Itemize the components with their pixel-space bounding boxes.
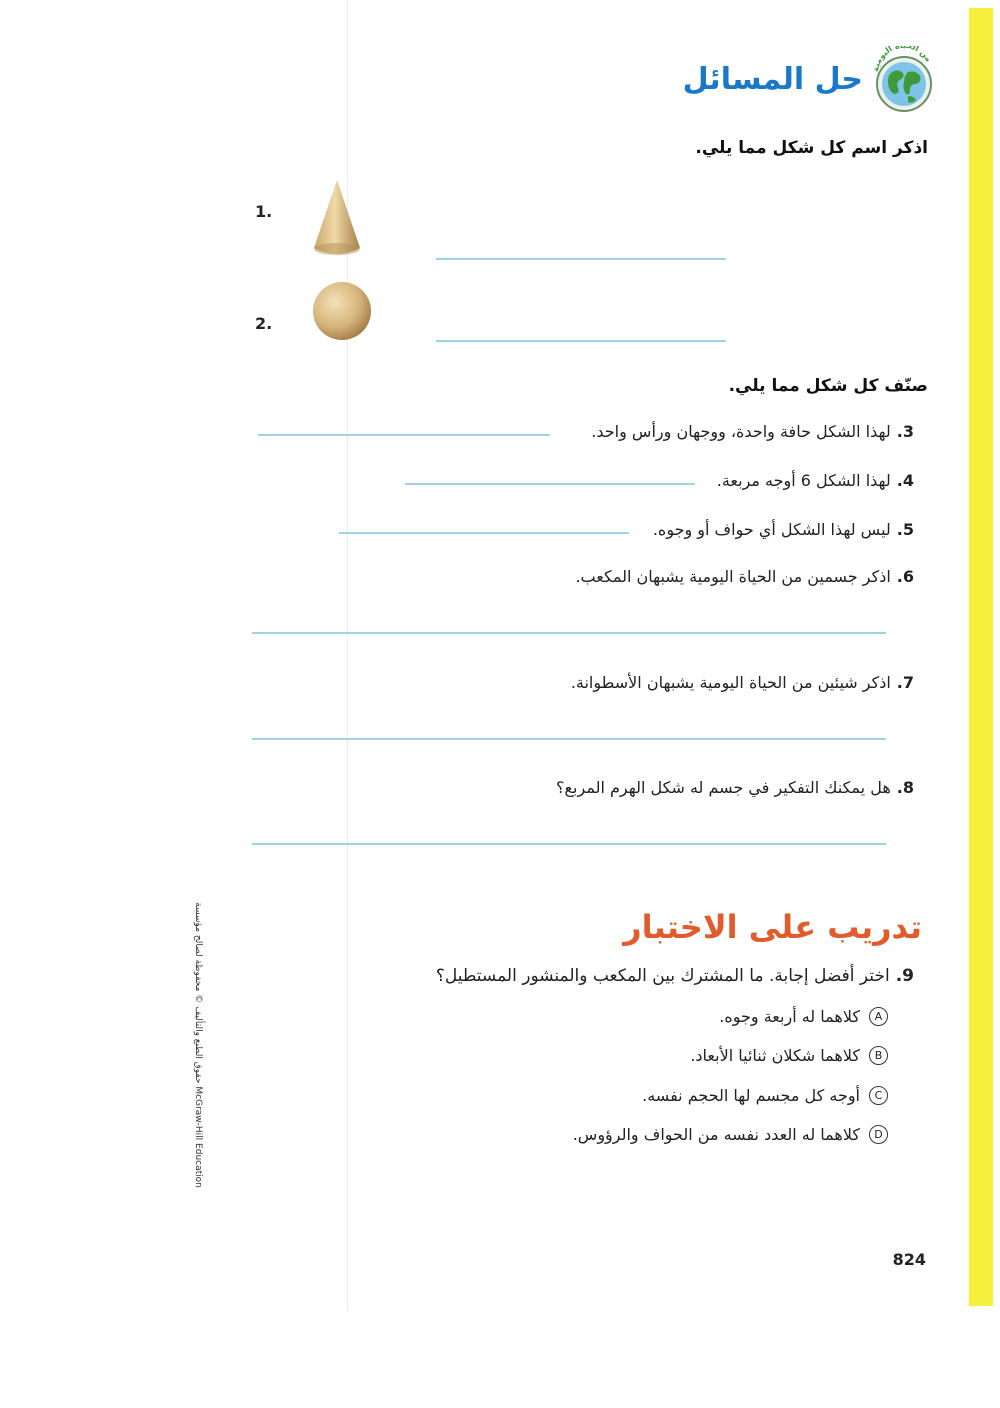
question-text: هل يمكنك التفكير في جسم له شكل الهرم المربع؟: [556, 778, 891, 797]
answer-line[interactable]: [339, 532, 629, 534]
question-9: [436, 966, 914, 986]
question-4: [717, 471, 914, 490]
question-number: 7.: [896, 673, 914, 692]
answer-line[interactable]: [258, 434, 550, 436]
page-number: 824: [892, 1250, 926, 1269]
option-letter: C: [869, 1086, 888, 1105]
question-6: [575, 567, 914, 586]
question-number: 9.: [895, 966, 914, 986]
globe-icon: [868, 46, 938, 116]
globe-badge-text: من ال ة اليومية: [870, 46, 934, 73]
test-practice-title: تدريب على الاختبار: [623, 908, 922, 946]
answer-line[interactable]: [252, 738, 886, 740]
question-text: لهذا الشكل 6 أوجه مربعة.: [716, 471, 891, 490]
answer-line[interactable]: [252, 632, 886, 634]
question-3: [591, 422, 914, 441]
answer-option-b[interactable]: [690, 1046, 888, 1065]
option-text: كلاهما له العدد نفسه من الحواف والرؤوس.: [572, 1125, 860, 1144]
page-title: حل المسائل: [682, 62, 863, 97]
item-number: 2.: [255, 314, 273, 333]
question-number: 4.: [896, 471, 914, 490]
option-letter: D: [869, 1125, 888, 1144]
option-letter: B: [869, 1046, 888, 1065]
answer-line[interactable]: [436, 340, 726, 342]
question-number: 5.: [896, 520, 914, 539]
answer-option-c[interactable]: [642, 1086, 888, 1105]
cone-image: [306, 178, 368, 264]
answer-option-d[interactable]: [573, 1125, 888, 1144]
question-number: 6.: [896, 567, 914, 586]
publisher-credit: McGraw-Hill Education حقوق الطبع والتأليف © محفوظة لصالح مؤسسة: [193, 902, 203, 1188]
item-number: 1.: [255, 202, 273, 221]
question-7: [571, 673, 914, 692]
sphere-image: [311, 280, 373, 346]
answer-option-a[interactable]: [719, 1007, 888, 1026]
naming-instruction: اذكر اسم كل شكل مما يلي.: [695, 138, 928, 158]
option-text: أوجه كل مجسم لها الحجم نفسه.: [642, 1086, 860, 1105]
option-text: كلاهما له أربعة وجوه.: [719, 1007, 860, 1026]
answer-line[interactable]: [252, 843, 886, 845]
question-number: 3.: [896, 422, 914, 441]
question-text: ليس لهذا الشكل أي حواف أو وجوه.: [652, 520, 891, 539]
question-text: اختر أفضل إجابة. ما المشترك بين المكعب والمنشور المستطيل؟: [435, 966, 890, 986]
option-letter: A: [869, 1007, 888, 1026]
question-number: 8.: [896, 778, 914, 797]
side-color-strip: [969, 8, 993, 1306]
question-text: اذكر شيئين من الحياة اليومية يشبهان الأسطوانة.: [570, 673, 891, 692]
question-8: [556, 778, 914, 797]
option-text: كلاهما شكلان ثنائيا الأبعاد.: [690, 1046, 860, 1065]
question-text: لهذا الشكل حافة واحدة، ووجهان ورأس واحد.: [591, 422, 891, 441]
answer-line[interactable]: [436, 258, 726, 260]
classify-instruction: صنّف كل شكل مما يلي.: [728, 376, 928, 396]
answer-line[interactable]: [405, 483, 695, 485]
question-5: [653, 520, 914, 539]
question-text: اذكر جسمين من الحياة اليومية يشبهان المكعب.: [575, 567, 891, 586]
